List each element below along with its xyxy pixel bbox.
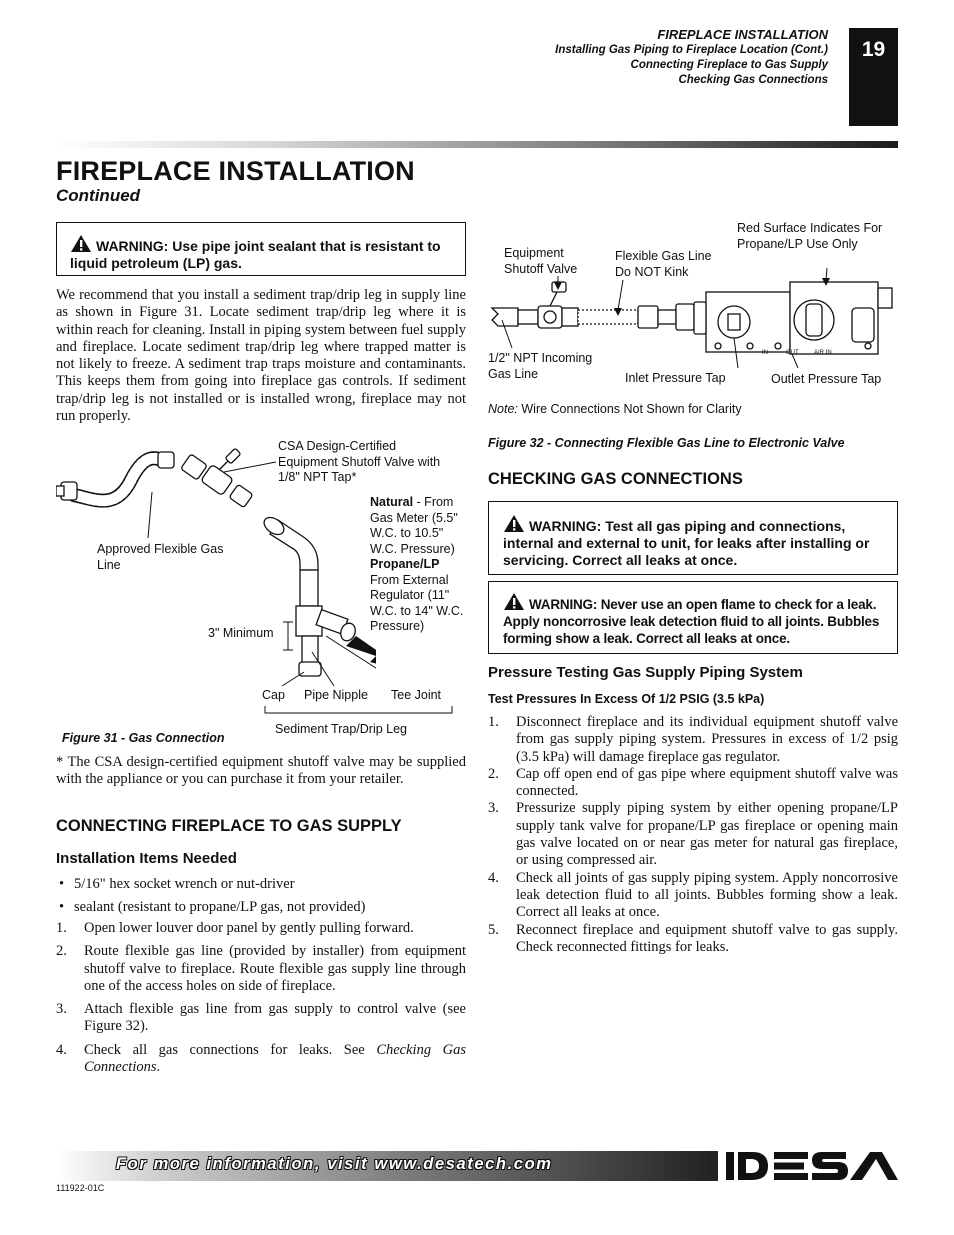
label-outlet-pressure-tap: Outlet Pressure Tap [771,372,882,386]
list-item [56,920,466,937]
warning-triangle-icon [70,234,92,253]
items-needed-list [56,876,466,917]
bracket-sediment-trap [262,705,462,719]
warning-triangle-icon [503,592,525,611]
desa-logo [724,1149,900,1183]
note-label: Note: [488,402,518,416]
step-number: 1. [488,714,499,730]
warning-triangle-icon [503,514,525,533]
step-number: 3. [488,800,499,817]
label-inlet-pressure-tap: Inlet Pressure Tap [625,371,726,385]
step-number: 4. [56,1041,67,1058]
page-title: FIREPLACE INSTALLATION [56,156,415,186]
heading-connecting-fireplace: CONNECTING FIREPLACE TO GAS SUPPLY [56,817,402,835]
list-item [56,1042,466,1077]
bullet-marker: • [59,899,65,916]
step-number: 3. [56,1001,67,1018]
step-text: Pressurize supply piping system by either opening propane/LP supply tank valve for propane/LP gas fireplace or opening main gas valve located on or near gas meter for natural gas fireplace, or using compressed air. [516,800,898,869]
warning-box-test-piping [488,501,898,575]
running-header [555,27,828,88]
page-subtitle: Continued [56,186,141,205]
heading-test-pressures: Test Pressures In Excess Of 1/2 PSIG (3.5 kPa) [488,692,765,706]
pressure-test-steps-list [488,714,898,956]
figure-31-caption: Figure 31 - Gas Connection [62,731,225,745]
step-text: Check all gas connections for leaks. See [84,1041,377,1058]
list-item [488,766,898,801]
valve-out-label: OUT [786,350,799,356]
note-text: Wire Connections Not Shown for Clarity [517,402,742,416]
label-sediment-trap: Sediment Trap/Drip Leg [275,722,408,736]
label-3in-minimum: 3" Minimum [208,626,274,640]
step-text-end: . [156,1059,161,1076]
label-pipe-nipple: Pipe Nipple [304,688,368,702]
figure-32-note [488,402,742,418]
step-text: Attach flexible gas line from gas supply to control valve (see Figure 32). [84,1001,466,1035]
label-equipment-shutoff: Equipment Shutoff Valve [504,246,578,276]
step-number: 5. [488,921,499,938]
list-item [488,714,898,766]
footnote-shutoff: * The CSA design-certified equipment shutoff valve may be supplied with the appliance or you can purchase it from your retailer. [56,754,466,788]
label-tee-joint: Tee Joint [391,688,442,702]
desa-logo-text: DESA [724,1149,727,1150]
step-text: Cap off open end of gas pipe where equipment shutoff valve was connected. [516,765,898,800]
valve-in-label: IN [762,350,768,356]
label-propane-pressure: From External Regulator (11" W.C. to 14" W.C. Pressure) [370,572,464,633]
footer-banner-text: For more information, visit www.desatech.com [116,1155,553,1173]
step-text: Check all joints of gas supply piping system. Apply noncorrosive leak detection fluid to all joints. Bubbles forming show a leak. Correct all leaks at once. [516,869,898,921]
header-line-1: FIREPLACE INSTALLATION [657,27,828,42]
connecting-steps-list [56,920,466,1076]
step-number: 2. [56,943,67,960]
label-natural-propane [370,495,470,635]
step-text: Route flexible gas line (provided by installer) from equipment shutoff valve to fireplace. Route flexible gas supply line through one of the access holes on side of fireplace. [84,943,466,994]
list-item [488,870,898,922]
heading-checking-gas-connections: CHECKING GAS CONNECTIONS [488,470,743,488]
label-flexible-line-kink: Flexible Gas Line Do NOT Kink [615,249,712,279]
label-shutoff-valve: CSA Design-Certified Equipment Shutoff Valve with 1/8" NPT Tap* [278,439,441,484]
heading-installation-items: Installation Items Needed [56,850,237,867]
list-item [56,899,466,916]
step-text: Open lower louver door panel by gently pulling forward. [84,920,414,936]
list-item [488,922,898,957]
label-red-surface: Red Surface Indicates For Propane/LP Use Only [737,221,883,251]
step-number: 1. [56,920,67,936]
label-natural-pressure: - From Gas Meter (5.5" W.C. to 10.5" W.C. Pressure) [370,495,458,556]
list-item [56,876,466,893]
step-text: Reconnect fireplace and equipment shutoff valve to gas supply. Check reconnected fittings for leaks. [516,921,898,955]
label-propane-name: Propane/LP [370,557,440,571]
header-line-2: Installing Gas Piping to Fireplace Location (Cont.) [555,44,828,56]
label-flexible-gas-line: Approved Flexible Gas Line [97,542,224,572]
list-item [56,943,466,995]
label-npt-incoming: 1/2" NPT Incoming Gas Line [488,351,593,381]
warning-text-open-flame: WARNING: Never use an open flame to check for a leak. Apply noncorrosive leak detection fluid to all joints. Bubbles forming show a leak. Correct all leaks at once. [503,597,880,646]
header-line-3: Connecting Fireplace to Gas Supply [630,59,828,71]
heading-pressure-testing: Pressure Testing Gas Supply Piping System [488,664,803,681]
step-number: 4. [488,869,499,886]
document-number: 111922-01C [56,1183,105,1193]
step-number: 2. [488,765,499,782]
bullet-marker: • [59,876,65,892]
intro-paragraph: We recommend that you install a sediment trap/drip leg in supply line as shown in Figure 31. Locate sediment trap/drip leg where it is within reach for cleaning. Install in piping system between fuel supply and fireplace. Locate sediment trap/drip leg where trapped matter is not likely to freeze. A sediment trap traps moisture and contaminants. This keeps them from going into fireplace gas controls. If sediment trap/drip leg is not installed or is installed wrong, fireplace may not run properly. [56,287,466,425]
list-item [488,800,898,869]
label-natural-name: Natural [370,495,414,509]
warning-box-sealant [56,222,466,276]
list-item [56,1001,466,1036]
warning-text-test-piping: WARNING: Test all gas piping and connections, internal and external to unit, for leaks after installing or servicing. Correct all leaks at once. [503,518,870,568]
label-cap: Cap [262,688,285,702]
warning-text-sealant: WARNING: Use pipe joint sealant that is resistant to liquid petroleum (LP) gas. [70,238,441,271]
bullet-text: 5/16" hex socket wrench or nut-driver [74,876,295,892]
step-text: Disconnect fireplace and its individual equipment shutoff valve from gas supply piping system. Pressures in excess of 1/2 psig (3.5 kPa) will damage fireplace gas regulator. [516,714,898,765]
bullet-text: sealant (resistant to propane/LP gas, not provided) [74,899,366,916]
valve-air-in-label: AIR IN [814,350,832,356]
header-line-4: Checking Gas Connections [678,74,828,86]
figure-32-caption: Figure 32 - Connecting Flexible Gas Line to Electronic Valve [488,436,845,450]
page-number: 19 [849,28,898,126]
step-reference: Checking Gas Connections [84,1041,466,1076]
header-rule [56,141,898,148]
warning-box-open-flame [488,581,898,654]
